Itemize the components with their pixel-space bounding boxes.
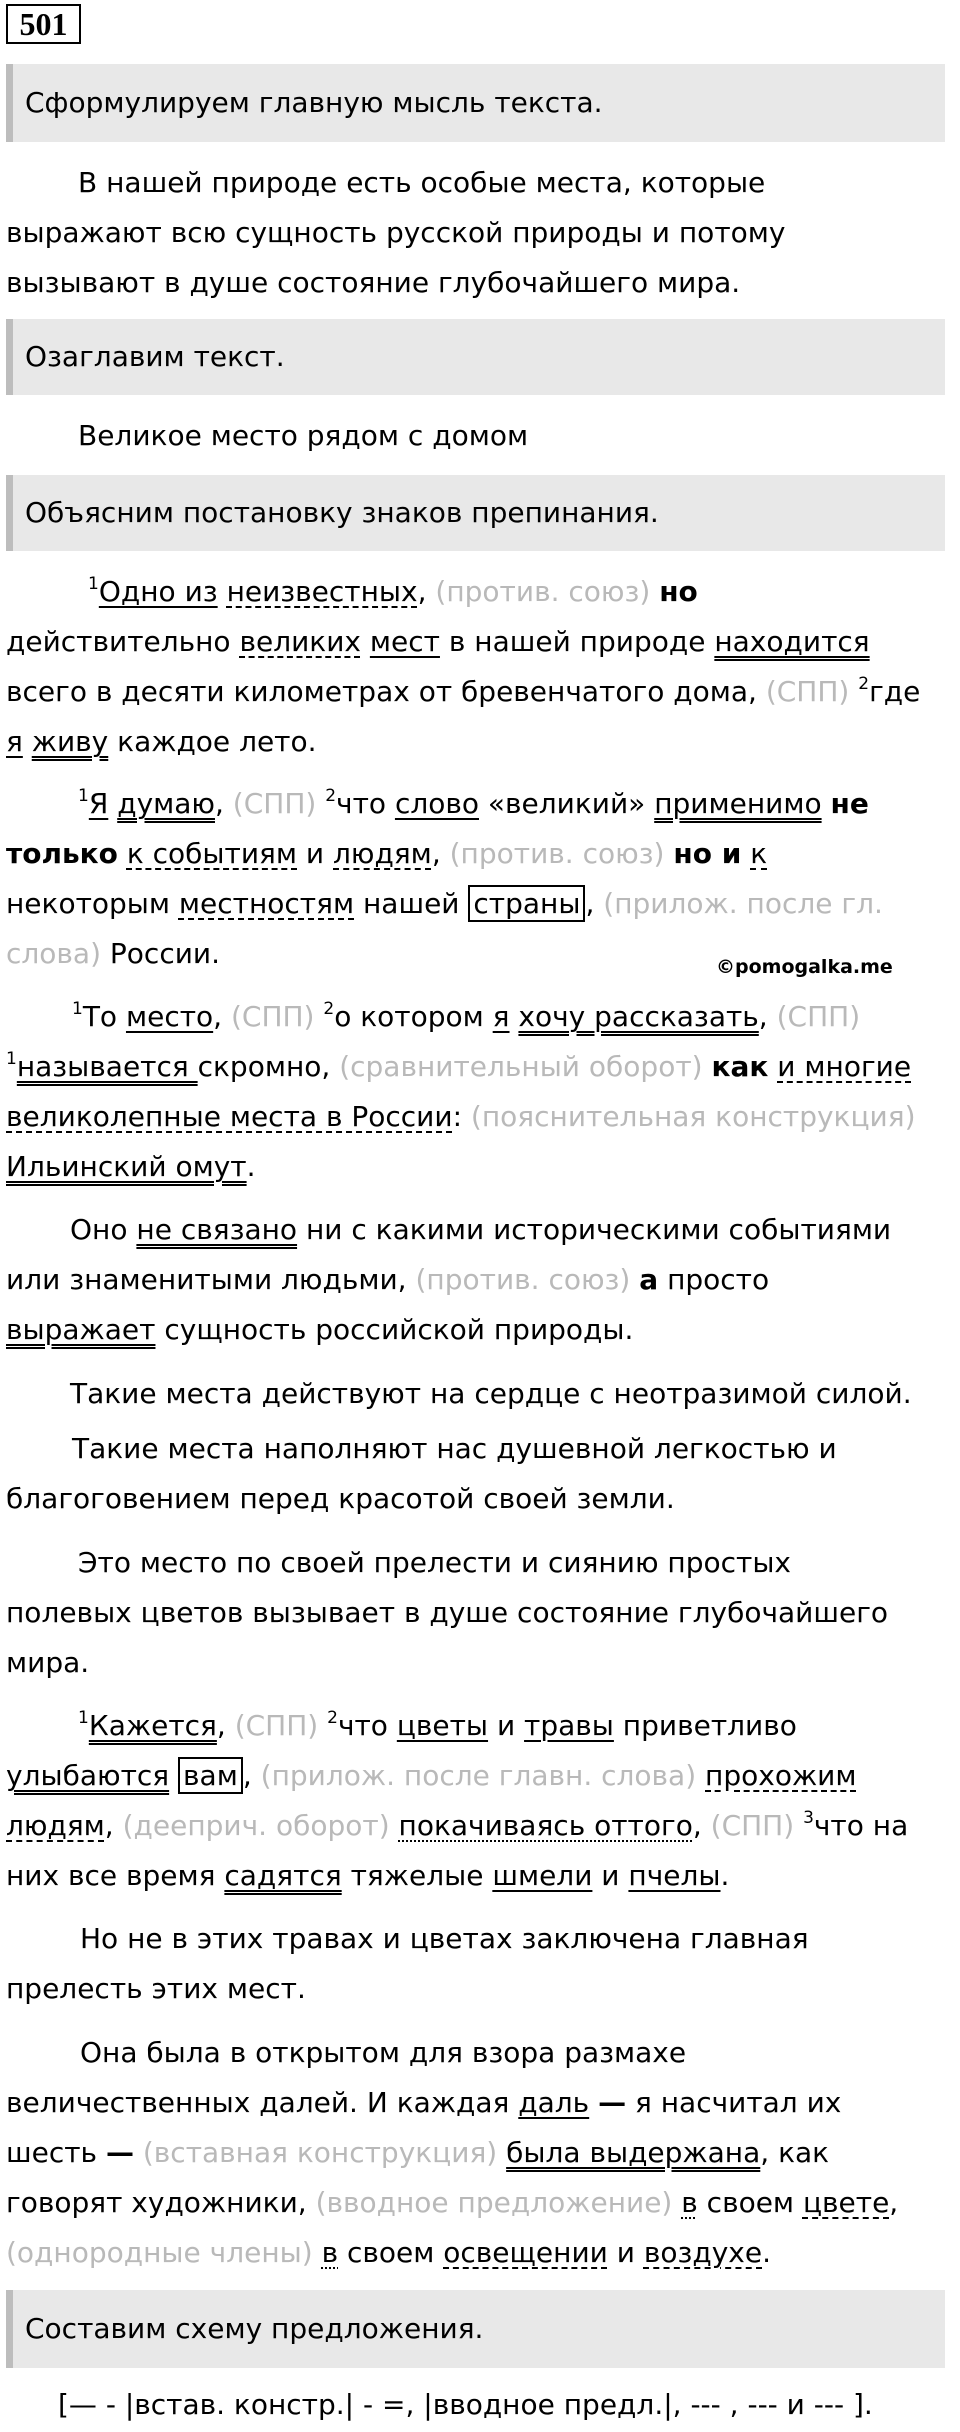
sentence-3: $^1$То место, (СПП) $^2$о котором я хочу рассказать, (СПП) $^1$называется скромно, (сравнительный оборот) как и многие великолепные места в России: (пояснительная конструкция) Ильинский омут. [6, 999, 916, 1183]
sentence-4: Оно не связано ни с какими историческими событиями или знаменитыми людьми, (против. союз) а просто выражает сущность российской природы. [6, 1213, 892, 1346]
sentence-scheme: [— - |встав. констр.| - =, |вводное предл.|, --- , --- и --- ]. [58, 2388, 873, 2421]
main-idea-text: В нашей природе есть особые места, которые выражают всю сущность русской природы и потому вызывают в душе состояние глубочайшего мира. [6, 166, 786, 299]
section-punctuation: Объясним постановку знаков препинания. [6, 475, 945, 551]
section-title: Озаглавим текст. [6, 319, 945, 395]
section-scheme: Составим схему предложения. [6, 2290, 945, 2368]
sentence-2: $^1$Я думаю, (СПП) $^2$что слово «великий» применимо не только к событиям и людям, (против. союз) но и к некоторым местностям нашей страны , (прилож. после гл. слова) России. [6, 786, 883, 970]
sentence-10: Она была в открытом для взора размахе величественных далей. И каждая даль — я насчитал их шесть — (вставная конструкция) была выдержана, как говорят художники, (вводное предложение) в своем цвете, (однородные члены) в своем освещении и воздухе. [6, 2036, 899, 2269]
title-text: Великое место рядом с домом [78, 419, 529, 452]
sentence-1: $^1$Одно из неизвестных, (против. союз) но действительно великих мест в нашей природе находится всего в десяти километрах от бревенчатого дома, (СПП) $^2$где я живу каждое лето. [6, 574, 921, 758]
section-main-idea: Сформулируем главную мысль текста. [6, 64, 945, 142]
watermark: ©pomogalka.me [716, 956, 893, 978]
task-number: 501 [6, 4, 81, 44]
sentence-7: Это место по своей прелести и сиянию простых полевых цветов вызывает в душе состояние глубочайшего мира. [6, 1546, 889, 1679]
sentence-6: Такие места наполняют нас душевной легкостью и благоговением перед красотой своей земли. [6, 1432, 837, 1515]
sentence-9: Но не в этих травах и цветах заключена главная прелесть этих мест. [6, 1922, 809, 2005]
sentence-5: Такие места действуют на сердце с неотразимой силой. [70, 1377, 912, 1410]
sentence-8: $^1$Кажется, (СПП) $^2$что цветы и травы приветливо улыбаются вам , (прилож. после главн. слова) прохожим людям, (дееприч. оборот) покачиваясь оттого, (СПП) $^3$что на них все время садятся тяжелые шмели и пчелы. [6, 1708, 909, 1892]
